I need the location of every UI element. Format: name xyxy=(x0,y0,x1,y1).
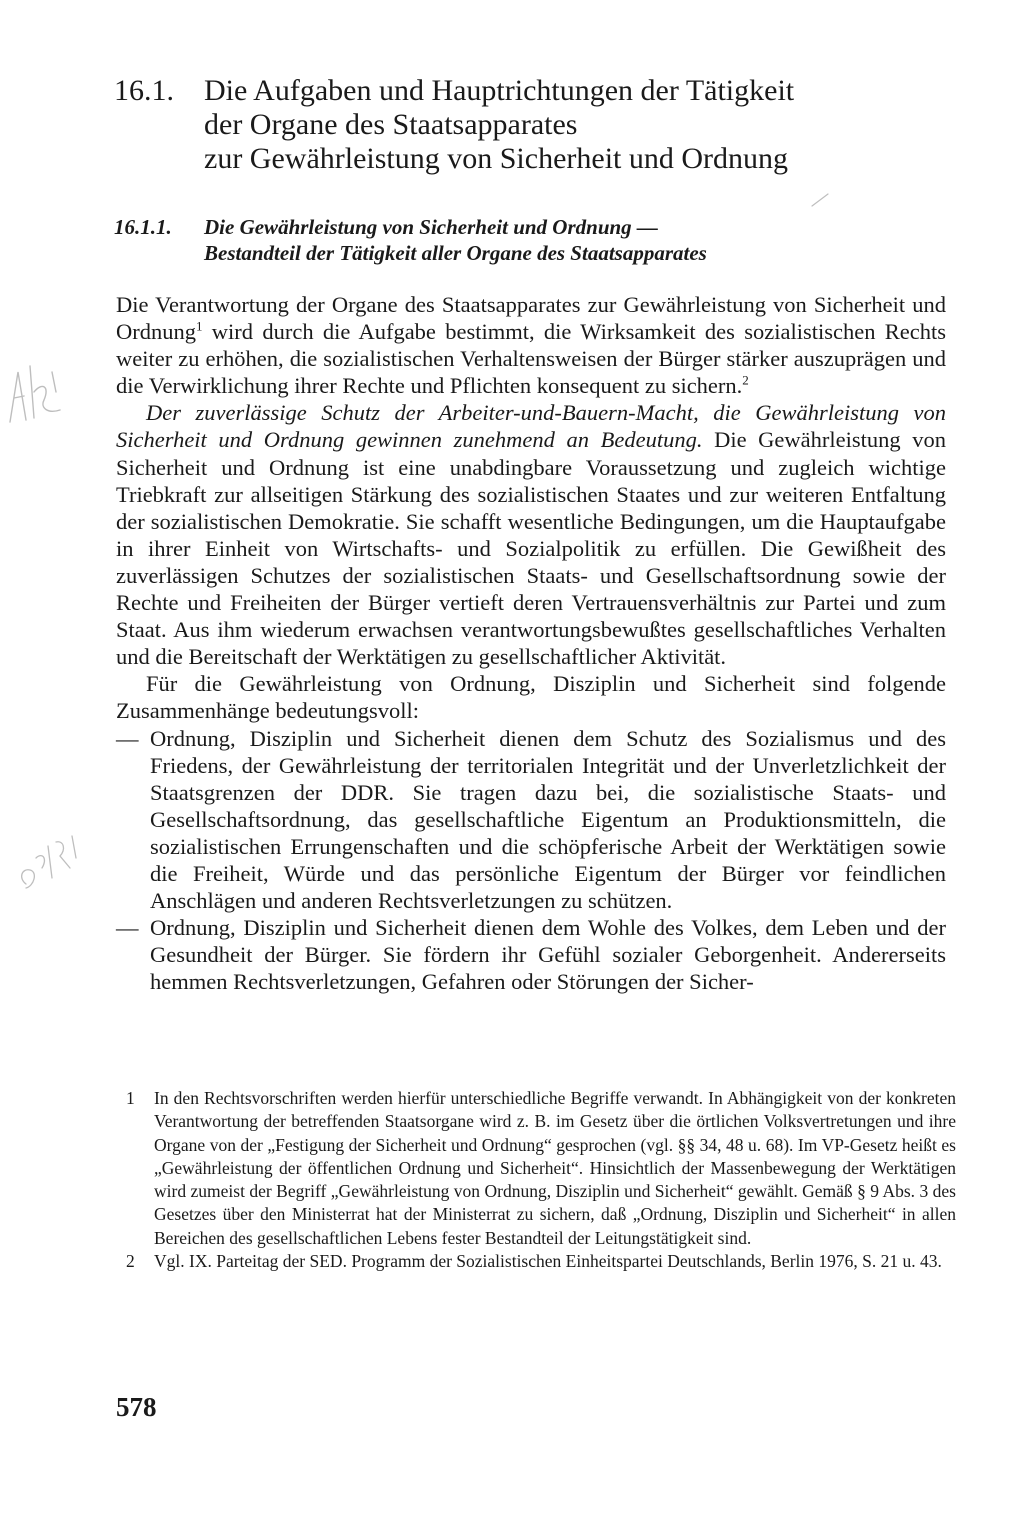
footnote-ref[interactable]: 1 xyxy=(196,318,203,334)
paragraph-text: Die Verantwortung der Organe des Staatsapparates zur Gewährleistung von Sicherheit und Ordnung xyxy=(116,292,946,345)
section-title-line: Die Aufgaben und Hauptrichtungen der Tätigkeit xyxy=(204,74,795,107)
pencil-mark-icon xyxy=(808,190,832,210)
section-title-line: der Organe des Staatsapparates xyxy=(204,108,578,141)
footnote xyxy=(126,1250,956,1273)
dash-bullet: — xyxy=(116,915,139,941)
paragraph xyxy=(116,291,946,399)
footnote-number: 2 xyxy=(126,1251,135,1272)
paragraph-text: wird durch die Aufgabe bestimmt, die Wirksamkeit des sozialistischen Rechts weiter zu erhöhen, die sozialistischen Verhaltensweisen der Bürger stärker auszuprägen und die Verwirklichung ihrer Rechte und Pflichten konsequent zu sichern. xyxy=(116,319,946,399)
page-number: 578 xyxy=(116,1392,157,1422)
section-number: 16.1. xyxy=(114,74,174,107)
list-item xyxy=(116,725,946,915)
subsection-title xyxy=(204,214,844,266)
pencil-annotation-icon xyxy=(14,828,86,898)
footnotes xyxy=(126,1087,956,1273)
emphasis-text: Der zuverlässige Schutz der Arbeiter-und-Bauern-Macht, die Gewährleistung von Sicherheit und Ordnung gewinnen zunehmend an Bedeutung. xyxy=(116,400,946,453)
list-item xyxy=(116,914,946,995)
paragraph: Für die Gewährleistung von Ordnung, Disziplin und Sicherheit sind folgende Zusammenhänge bedeutungsvoll: xyxy=(116,671,946,724)
list-item-text: Ordnung, Disziplin und Sicherheit dienen dem Wohle des Volkes, dem Leben und der Gesundheit der Bürger. Sie fördern ihr Gefühl sozialer Geborgenheit. Andererseits hemmen Rechtsverletzungen, Gefahren oder Störungen der Sicher- xyxy=(150,915,946,995)
section-title-line: zur Gewährleistung von Sicherheit und Ordnung xyxy=(204,142,789,175)
subsection-title-line: Die Gewährleistung von Sicherheit und Ordnung — xyxy=(204,215,658,239)
dash-bullet: — xyxy=(116,725,139,751)
footnote-text: Vgl. IX. Parteitag der SED. Programm der Sozialistischen Einheitspartei Deutschlands, Berlin 1976, S. 21 u. 43. xyxy=(154,1251,942,1272)
body-text xyxy=(116,291,946,995)
paragraph xyxy=(116,399,946,670)
footnote-number: 1 xyxy=(126,1088,135,1108)
subsection-number: 16.1.1. xyxy=(114,215,172,239)
list-item-text: Ordnung, Disziplin und Sicherheit dienen dem Schutz des Sozialismus und des Friedens, der Gewährleistung der territorialen Integrität und der Unverletzlichkeit der Staatsgrenzen der DDR. Sie tragen dazu bei, die sozialistische Staats- und Gesellschaftsordnung, das gesellschaftliche Eigentum an Produktionsmitteln, die sozialistischen Errungenschaften und die schöpferische Arbeit der Werktätigen sowie die Freiheit, Würde und das persönliche Eigentum der Bürger vor feindlichen Anschlägen und anderen Rechtsverletzungen zu schützen. xyxy=(150,725,946,914)
footnote-text: In den Rechtsvorschriften werden hierfür unterschiedliche Begriffe verwandt. In Abhängigkeit von der konkreten Verantwortung der betreffenden Staatsorgane wird z. B. im Gesetz über die örtlichen Volksvertretungen und ihre Organe von der „Festigung der Sicherheit und Ordnung“ gesprochen (vgl. §§ 34, 48 u. 68). Im VP-Gesetz heißt es „Gewährleistung der öffentlichen Ordnung und Sicherheit“. Hinsichtlich der Massenbewegung der Werktätigen wird zumeist der Begriff „Gewährleistung von Ordnung, Disziplin und Sicherheit“ gewählt. Gemäß § 9 Abs. 3 des Gesetzes über den Ministerrat hat der Ministerrat zu sichern, daß „Ordnung, Disziplin und Sicherheit“ in allen Bereichen des gesellschaftlichen Lebens fester Bestandteil der Leitungstätigkeit sind. xyxy=(154,1088,956,1248)
subsection-title-line: Bestandteil der Tätigkeit aller Organe des Staatsapparates xyxy=(204,241,707,265)
dash-list xyxy=(116,725,946,996)
pencil-annotation-icon xyxy=(4,352,70,432)
paragraph-text: Die Gewährleistung von Sicherheit und Ordnung ist eine unabdingbare Voraussetzung und zugleich wichtige Triebkraft zur allseitigen Stärkung des sozialistischen Staates und zur weiteren Entfaltung der sozialistischen Demokratie. Sie schafft wesentliche Bedingungen, um die Hauptaufgabe in ihrer Einheit von Wirtschafts- und Sozialpolitik zu erfüllen. Die Gewißheit des zuverlässigen Schutzes der sozialistischen Staats- und Gesellschaftsordnung sowie der Rechte und Freiheiten der Bürger vertieft deren Vertrauensverhältnis zur Partei und zum Staat. Aus ihm wiederum erwachsen verantwortungsbewußtes gesellschaftliches Verhalten und die Bereitschaft der Werktätigen zu gesellschaftlicher Aktivität. xyxy=(116,427,946,670)
footnote-ref[interactable]: 2 xyxy=(742,372,749,388)
footnote xyxy=(126,1087,956,1250)
section-title xyxy=(204,74,844,176)
